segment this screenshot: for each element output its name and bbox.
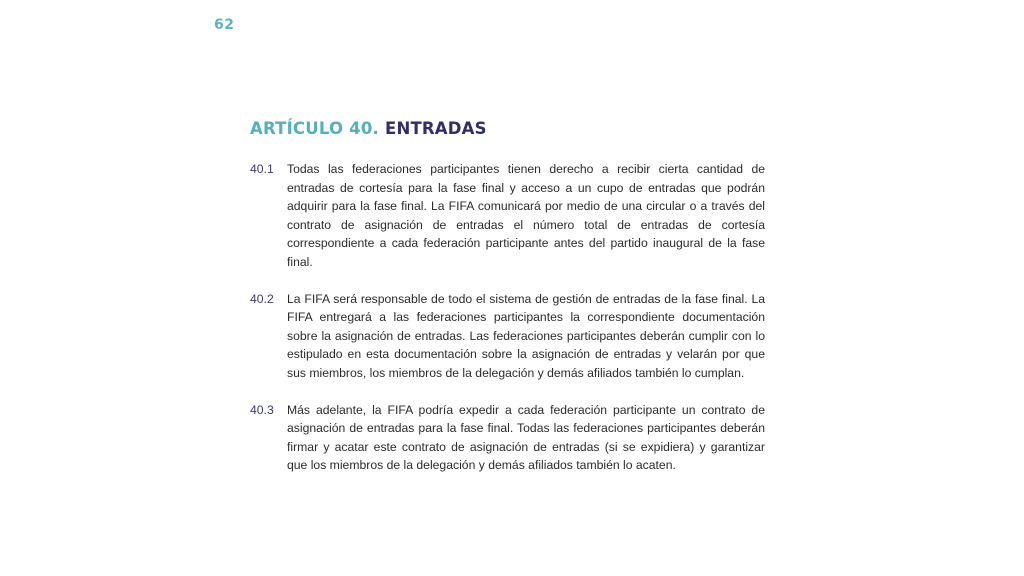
clause-40-2 xyxy=(250,290,780,383)
clause-40-3 xyxy=(250,401,780,475)
article-number: ARTÍCULO 40. xyxy=(250,119,379,138)
page-number: 62 xyxy=(214,17,235,33)
article-title: ENTRADAS xyxy=(384,119,487,138)
clause-number: 40.1 xyxy=(250,162,274,176)
clause-40-1 xyxy=(250,160,780,272)
clause-number: 40.3 xyxy=(250,402,274,417)
article-heading xyxy=(250,119,487,138)
clause-list xyxy=(250,160,780,475)
clause-text: Todas las federaciones participantes tienen derecho a recibir cierta cantidad de entradas de cortesía para la fase final y acceso a un cupo de entradas que podrán adquirir para la fase final. La FIFA comunicará por medio de una circular o a través del contrato de asignación de entradas el número total de entradas de cortesía correspondiente a cada federación participante antes del partido inaugural de la fase final. xyxy=(287,162,765,269)
clause-text: Más adelante, la FIFA podría expedir a cada federación participante un contrato de asignación de entradas para la fase final. Todas las federaciones participantes deberán firmar y acatar este contrato de asignación de entradas (si se expidiera) y garantizar que los miembros de la delegación y demás afiliados también lo acaten. xyxy=(287,402,765,473)
clause-text: La FIFA será responsable de todo el sistema de gestión de entradas de la fase final. La FIFA entregará a las federaciones participantes la correspondiente documentación sobre la asignación de entradas. Las federaciones participantes deberán cumplir con lo estipulado en esta documentación sobre la asignación de entradas y velarán por que sus miembros, los miembros de la delegación y demás afiliados también lo cumplan. xyxy=(287,291,765,380)
clause-number: 40.2 xyxy=(250,291,274,306)
